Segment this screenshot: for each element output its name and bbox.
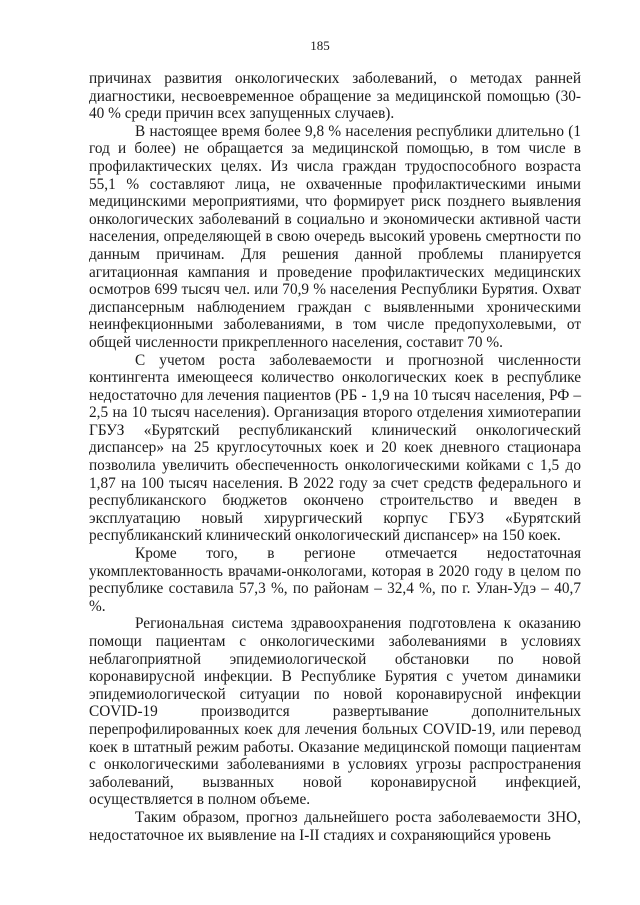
paragraph-5: Региональная система здравоохранения подготовлена к оказанию помощи пациентам с онкологическими заболеваниями в условиях неблагоприятной эпидемиологической обстановки по новой коронавирусной инфекции. В Республике Бурятия с учетом динамики эпидемиологической ситуации по новой коронавирусной инфекции COVID-19 производится развертывание дополнительных перепрофилированных коек для лечения больных COVID-19, или перевод коек в штатный режим работы. Оказание медицинской помощи пациентам с онкологическими заболеваниями в условиях угрозы распространения заболеваний, вызванных новой коронавирусной инфекцией, осуществляется в полном объеме. — [89, 615, 581, 809]
page-number: 185 — [310, 38, 330, 53]
paragraph-1: причинах развития онкологических заболеваний, о методах ранней диагностики, несвоевременное обращение за медицинской помощью (30-40 % среди причин всех запущенных случаев). — [89, 70, 581, 123]
paragraph-6: Таким образом, прогноз дальнейшего роста заболеваемости ЗНО, недостаточное их выявление на I-II стадиях и сохраняющийся уровень — [89, 808, 581, 844]
paragraph-4: Кроме того, в регионе отмечается недостаточная укомплектованность врачами-онкологами, которая в 2020 году в целом по республике составила 57,3 %, по районам – 32,4 %, по г. Улан-Удэ – 40,7 %. — [89, 545, 581, 615]
paragraph-2: В настоящее время более 9,8 % населения республики длительно (1 год и более) не обращается за медицинской помощью, в том числе в профилактических целях. Из числа граждан трудоспособного возраста 55,1 % составляют лица, не охваченные профилактическими иными медицинскими мероприятиями, что формирует риск позднего выявления онкологических заболеваний в социально и экономически активной части населения, определяющей в свою очередь высокий уровень смертности по данным причинам. Для решения данной проблемы планируется агитационная кампания и проведение профилактических медицинских осмотров 699 тысяч чел. или 70,9 % населения Республики Бурятия. Охват диспансерным наблюдением граждан с выявленными хроническими неинфекционными заболеваниями, в том числе предопухолевыми, от общей численности прикрепленного населения, составит 70 %. — [89, 122, 581, 351]
body-text — [89, 70, 581, 844]
paragraph-3: С учетом роста заболеваемости и прогнозной численности контингента имеющееся количество онкологических коек в республике недостаточно для лечения пациентов (РБ - 1,9 на 10 тысяч населения, РФ – 2,5 на 10 тысяч населения). Организация второго отделения химиотерапии ГБУЗ «Бурятский республиканский клинический онкологический диспансер» на 25 круглосуточных коек и 20 коек дневного стационара позволила увеличить обеспеченность онкологическими койками с 1,5 до 1,87 на 100 тысяч населения. В 2022 году за счет средств федерального и республиканского бюджетов окончено строительство и введен в эксплуатацию новый хирургический корпус ГБУЗ «Бурятский республиканский клинический онкологический диспансер» на 150 коек. — [89, 351, 581, 545]
